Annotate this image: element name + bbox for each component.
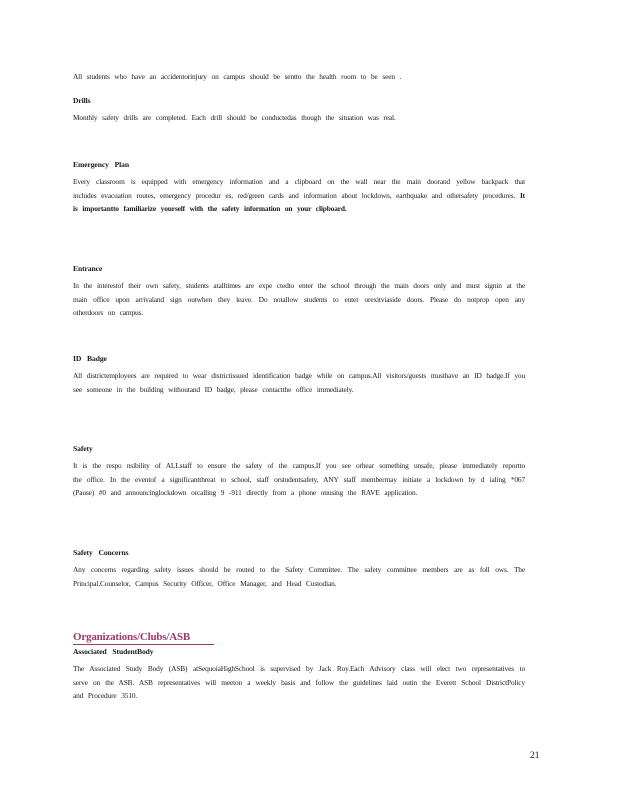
- id-badge-heading: ID Badge: [73, 354, 107, 363]
- id-badge-paragraph: All districtemployees are required to wear districtissued identification badge while on campus.All visitors/guests musthave an ID badge.If you see someone in the building withoutand ID badge, please contactthe office immediately.: [73, 371, 525, 394]
- page-number: 21: [530, 751, 540, 761]
- asb-heading: Associated StudentBody: [73, 647, 154, 656]
- safety-section: [73, 444, 525, 500]
- id-badge-section: [73, 354, 525, 396]
- entrance-section: [73, 264, 525, 320]
- safety-concerns-heading: Safety Concerns: [73, 548, 129, 557]
- safety-paragraph: It is the respo nsibility of ALLstaff to ensure the safety of the campus.If you see orhear something unsafe, please immediately reportto the office. In the eventof a significantthreat to school, staff orstudentsafety, ANY staff memberrnay initiate a lockdown by d ialing *067 (Pause) #0 and announcinglockdown orcalling 9 -911 directly from a phone onusing the RAVE application.: [73, 461, 525, 497]
- safety-concerns-paragraph: Any concerns regarding safety issues should be routed to the Safety Committee. The safety committee members are as foll ows. The Principal,Counselor, Campus Security Officer, Office Manager, and Head Custodian.: [73, 565, 525, 588]
- organizations-title: Organizations/Clubs/ASB: [73, 631, 214, 645]
- intro-paragraph: All students who have an accidentorinjury on campus should be sentto the health room to be seen .: [73, 72, 402, 81]
- entrance-paragraph: In the interestof their own safety, students atalltimes are expe ctedto enter the school through the main doors only and must signin at the main office upon arrivaland sign outwhen they leave. Do notallow students to enter orexitviaside doors. Please do notprop open any otherdoors on campus.: [73, 281, 525, 317]
- emergency-plan-paragraph: [73, 175, 525, 216]
- safety-concerns-section: [73, 548, 525, 590]
- drills-heading: Drills: [73, 96, 91, 105]
- drills-paragraph: Monthly safety drills are completed. Each drill should be conductedas though the situation was real.: [73, 113, 396, 122]
- emergency-plan-bold-text: It is importantto familiarize yourself with the safety information on your clipboard.: [73, 190, 525, 213]
- entrance-heading: Entrance: [73, 264, 103, 273]
- asb-section: [73, 647, 525, 703]
- emergency-plan-heading: Emergency Plan: [73, 160, 129, 169]
- asb-paragraph: The Associated Study Body (ASB) atSequoiaHighSchool is supervised by Jack Roy.Each Advisory class will elect two representatives to serve on the ASB. ASB representatives will meeton a weekly basis and follow the guidelines laid outin the Everett School DistrictPolicy and Procedure 3510.: [73, 664, 525, 700]
- drills-section: [73, 96, 525, 125]
- safety-heading: Safety: [73, 444, 93, 453]
- intro-section: [73, 70, 525, 84]
- emergency-plan-section: [73, 160, 525, 216]
- emergency-plan-text: Every classroom is equipped with emergency information and a clipboard on the wall near the main doorand yellow backpack that includes evacuation routes, emergency procedur es, red/green cards and information about lockdown, earthquake and othersafety procedures.: [73, 177, 525, 200]
